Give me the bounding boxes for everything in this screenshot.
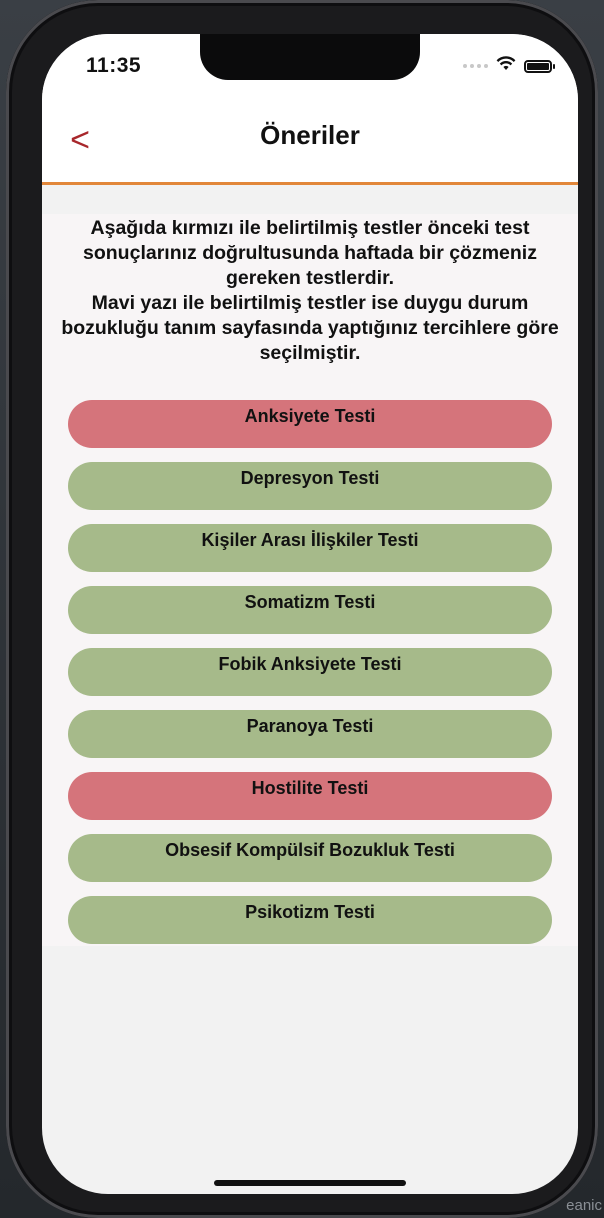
status-time: 11:35	[86, 54, 142, 77]
phone-screen	[42, 34, 578, 1194]
test-button-fobik-anksiyete[interactable]: Fobik Anksiyete Testi	[68, 648, 552, 696]
navigation-bar	[42, 100, 578, 185]
test-button-anksiyete[interactable]: Anksiyete Testi	[68, 400, 552, 448]
page-title: Öneriler	[260, 120, 360, 150]
test-button-psikotizm[interactable]: Psikotizm Testi	[68, 896, 552, 944]
test-button-hostilite[interactable]: Hostilite Testi	[68, 772, 552, 820]
intro-paragraph-red: Aşağıda kırmızı ile belirtilmiş testler önceki test sonuçlarınız doğrultusunda haftada bir çözmeniz gereken testlerdir.	[83, 217, 537, 289]
battery-icon	[524, 60, 552, 73]
home-indicator[interactable]	[214, 1180, 406, 1186]
status-icons	[463, 56, 552, 76]
test-button-kisiler-arasi-iliskiler[interactable]: Kişiler Arası İlişkiler Testi	[68, 524, 552, 572]
backdrop-corner-text: eanic	[566, 1197, 602, 1214]
cellular-signal-icon	[463, 64, 488, 68]
test-button-somatizm[interactable]: Somatizm Testi	[68, 586, 552, 634]
back-button[interactable]: <	[70, 121, 90, 159]
intro-text	[58, 216, 562, 366]
wifi-icon	[496, 56, 516, 76]
test-button-obsesif-kompulsif[interactable]: Obsesif Kompülsif Bozukluk Testi	[68, 834, 552, 882]
device-notch	[200, 34, 420, 80]
test-list	[68, 400, 552, 958]
test-button-depresyon[interactable]: Depresyon Testi	[68, 462, 552, 510]
phone-frame	[6, 0, 598, 1218]
intro-paragraph-blue: Mavi yazı ile belirtilmiş testler ise duygu durum bozukluğu tanım sayfasında yaptığınız tercihlere göre seçilmiştir.	[61, 292, 559, 364]
recommendations-panel	[42, 214, 578, 946]
test-button-paranoya[interactable]: Paranoya Testi	[68, 710, 552, 758]
